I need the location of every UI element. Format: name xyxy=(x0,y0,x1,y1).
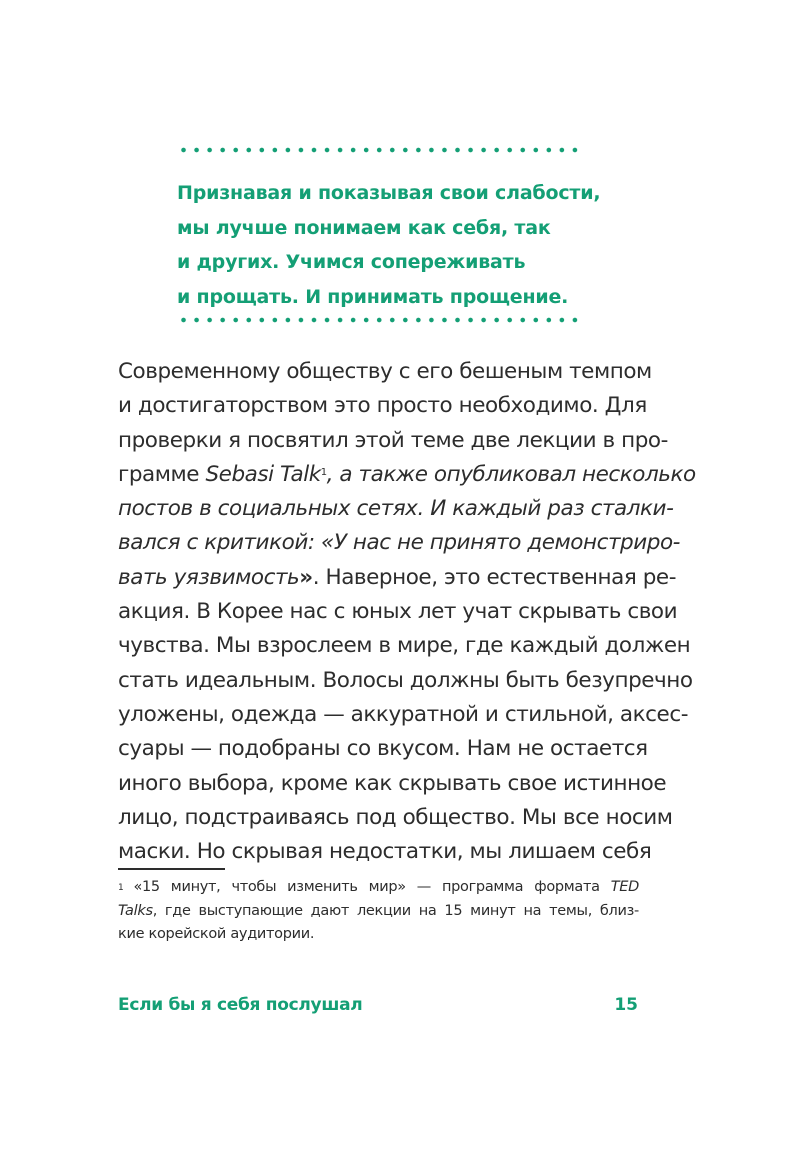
footnote-text-segment: «15 минут, чтобы изменить мир» — программа формата xyxy=(133,879,611,895)
body-text-segment: грамме xyxy=(118,461,206,487)
body-line: стать идеальным. Волосы должны быть безупречно xyxy=(118,667,693,693)
body-text-italic: , а также опубликовал несколько xyxy=(326,461,696,487)
body-line: и достигаторством это просто необходимо. Для xyxy=(118,393,647,419)
body-line: иного выбора, кроме как скрывать свое истинное xyxy=(118,770,667,796)
body-line xyxy=(118,458,696,492)
body-text-italic: постов в социальных сетях. И каждый раз сталки- xyxy=(118,496,674,522)
footnote-text-segment: , где выступающие дают лекции на 15 минут на темы, близ- xyxy=(152,902,639,919)
body-line xyxy=(118,526,680,560)
footnote xyxy=(118,876,639,947)
body-text-italic: вался с критикой: «У нас не принято демонстриро- xyxy=(118,530,680,556)
body-text-segment: . Наверное, это естественная ре- xyxy=(312,564,677,590)
callout-line: мы лучше понимаем как себя, так xyxy=(177,216,551,239)
body-line: чувства. Мы взрослеем в мире, где каждый должен xyxy=(118,633,691,659)
callout-bottom-dotted-rule xyxy=(177,317,581,323)
program-name-italic: Sebasi Talk xyxy=(205,461,321,487)
footnote-line xyxy=(118,900,639,924)
body-line: акция. В Корее нас с юных лет учат скрывать свои xyxy=(118,599,678,625)
footnote-marker: 1 xyxy=(118,883,124,893)
callout-quote xyxy=(177,176,617,314)
body-line: Современному обществу с его бешеным темпом xyxy=(118,359,652,384)
body-line: проверки я посвятил этой теме две лекции в про- xyxy=(118,427,668,453)
body-line: лицо, подстраиваясь под общество. Мы все носим xyxy=(118,804,673,830)
closing-quote-mark: » xyxy=(299,564,313,590)
page-number: 15 xyxy=(614,995,638,1015)
callout-top-dotted-rule xyxy=(177,147,581,153)
footnote-reference: 1 xyxy=(320,466,327,478)
body-line: уложены, одежда — аккуратной и стильной, аксес- xyxy=(118,701,689,727)
callout-line: и прощать. И принимать прощение. xyxy=(177,285,569,308)
body-text-italic: вать уязвимость xyxy=(118,564,300,590)
body-line xyxy=(118,492,674,526)
footnote-separator xyxy=(118,868,225,870)
footnote-text-italic: TED xyxy=(610,879,639,895)
callout-line: и других. Учимся сопереживать xyxy=(177,251,526,273)
running-title: Если бы я себя послушал xyxy=(118,995,363,1015)
body-line: маски. Но скрывая недостатки, мы лишаем себя xyxy=(118,839,652,865)
footnote-line xyxy=(118,876,639,900)
body-paragraph xyxy=(118,355,696,869)
body-line xyxy=(118,561,677,595)
callout-line: Признавая и показывая свои слабости, xyxy=(177,182,601,204)
footnote-line: кие корейской аудитории. xyxy=(118,926,315,942)
footnote-text-italic: Talks xyxy=(118,902,153,919)
body-line: суары — подобраны со вкусом. Нам не остается xyxy=(118,736,648,762)
